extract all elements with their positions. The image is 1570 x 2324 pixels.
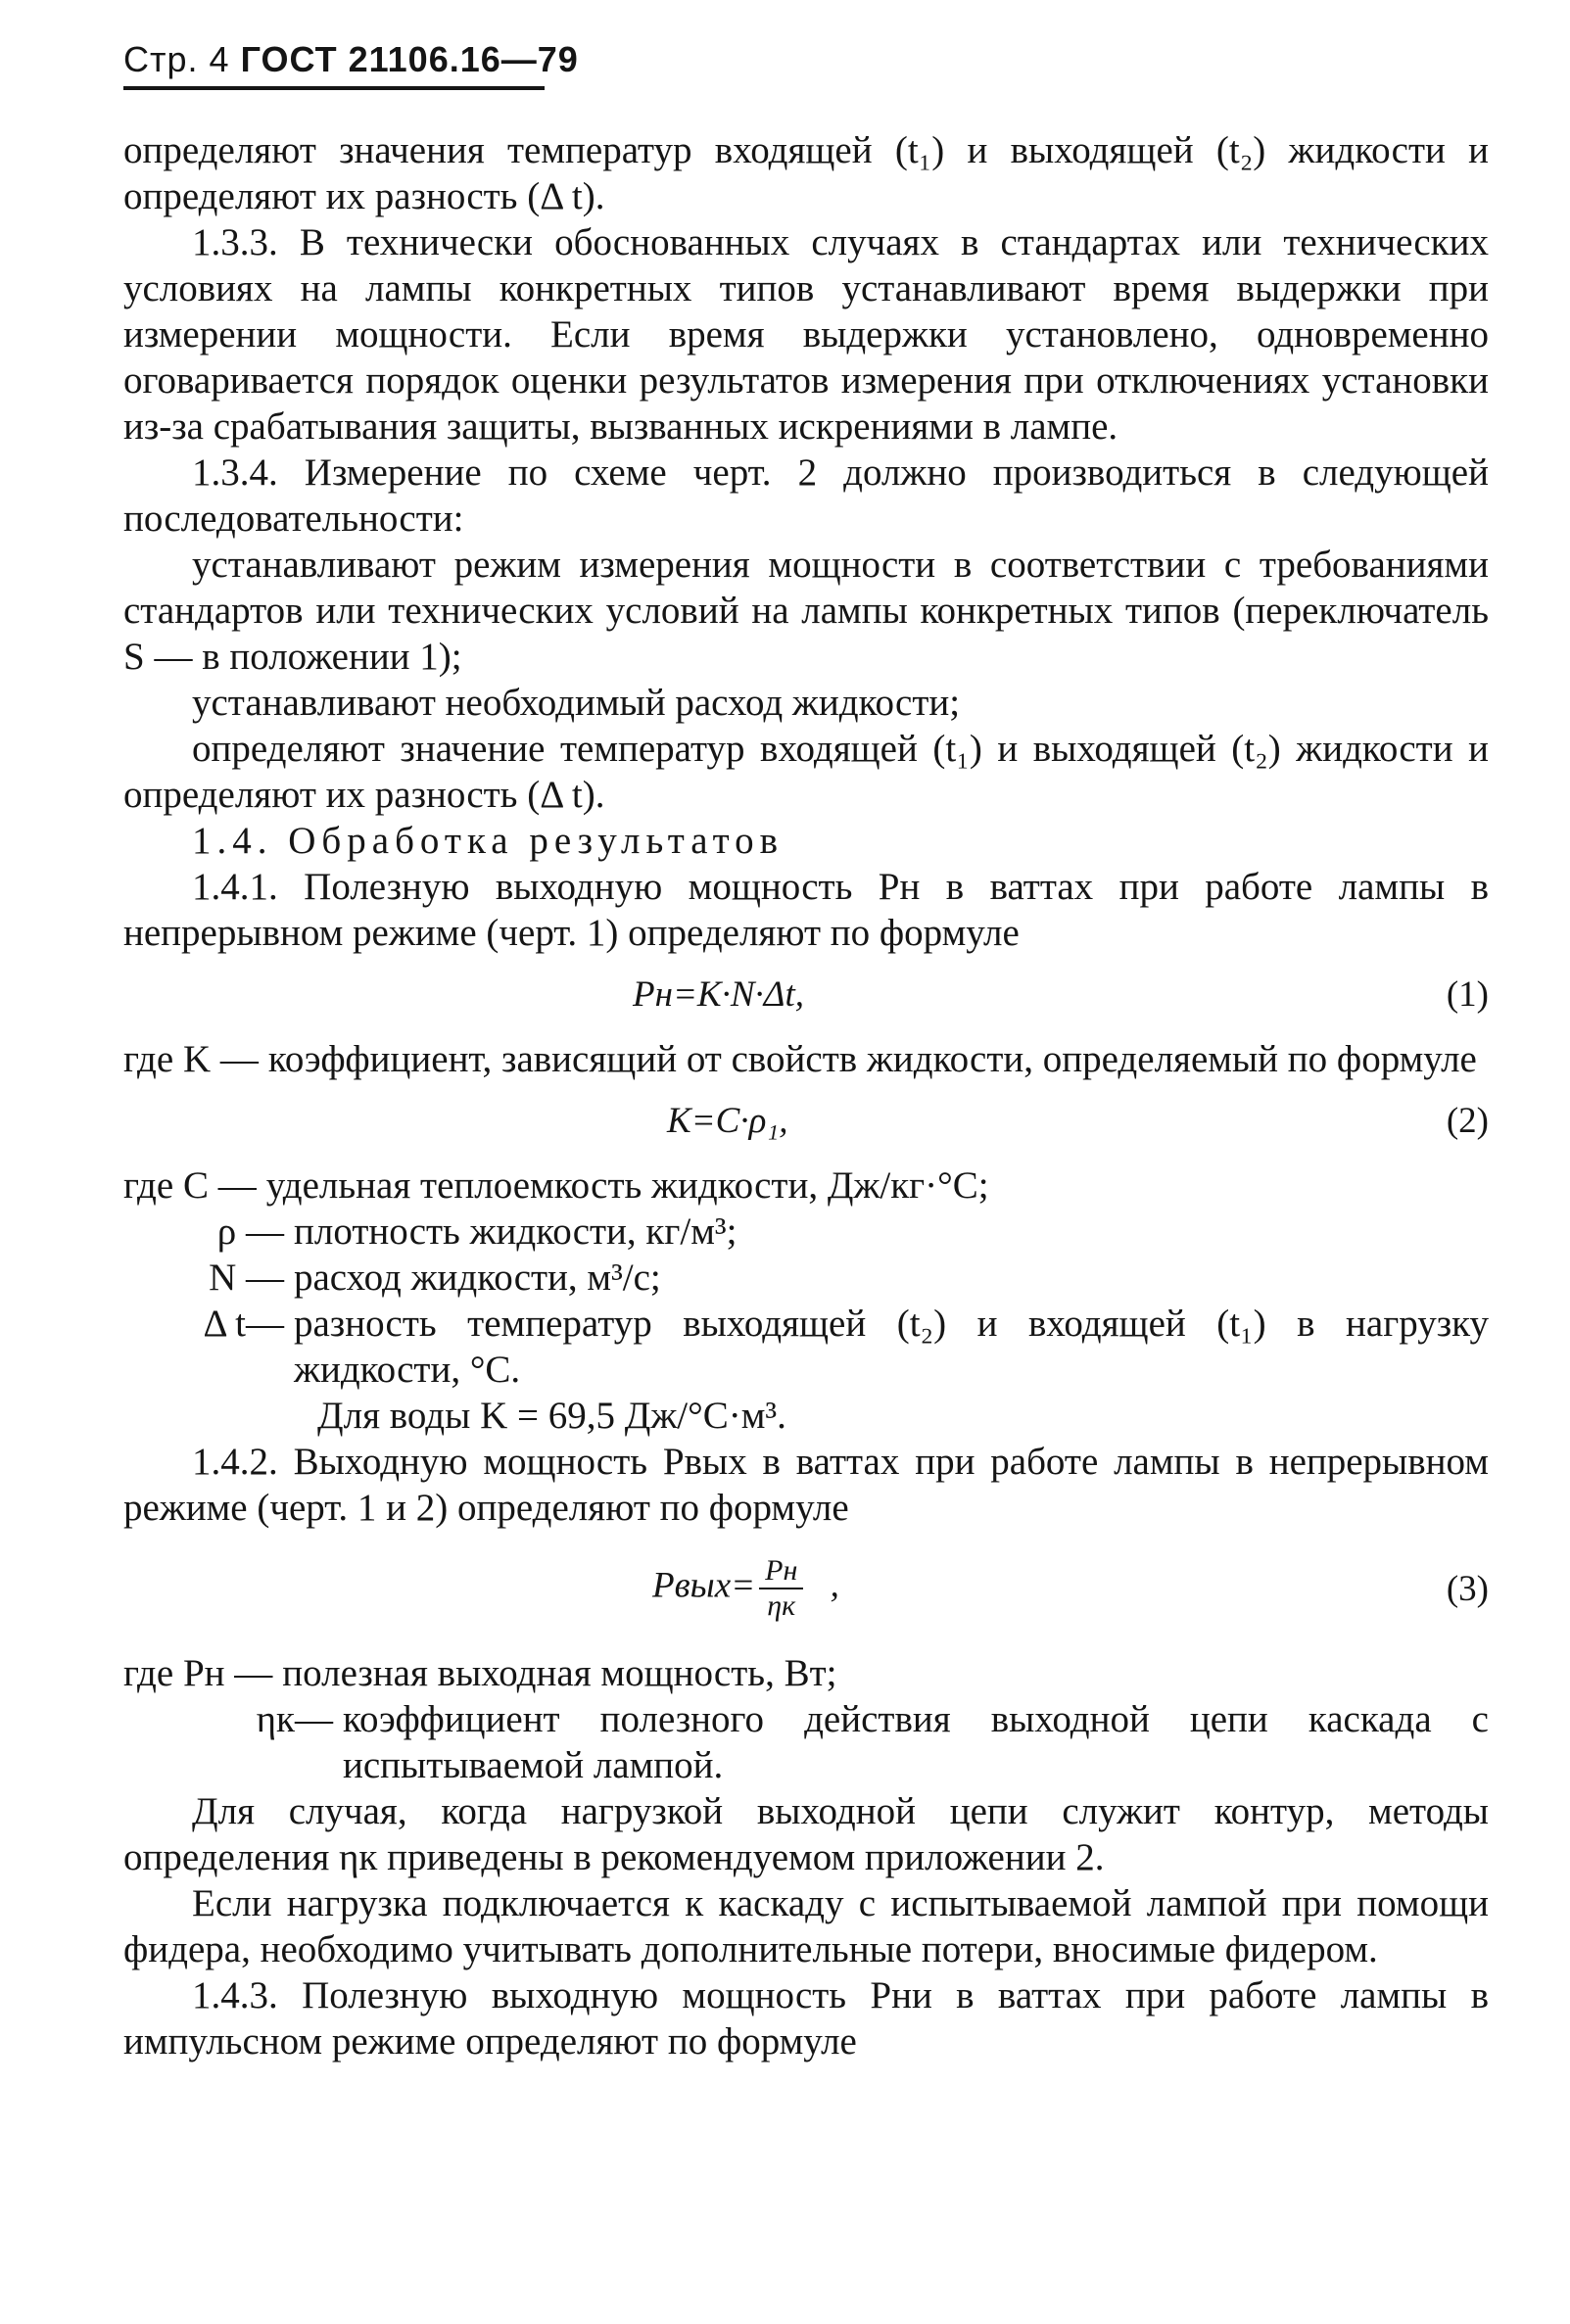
definition-rho [123, 1209, 1489, 1255]
section-heading-1-4: 1.4. Обработка результатов [192, 820, 785, 862]
formula-1 [123, 962, 1489, 1030]
definition-n-text: расход жидкости, м³/с; [294, 1257, 661, 1299]
paragraph: Для случая, когда нагрузкой выходной цепи служит контур, методы определения ηк приведены в рекомендуемом приложении 2. [123, 1790, 1489, 1878]
definition-k [123, 1036, 1489, 1082]
paragraph-1-4-1: 1.4.1. Полезную выходную мощность Pн в ваттах при работе лампы в непрерывном режиме (черт. 1) определяют по формуле [123, 866, 1489, 954]
paragraph: определяют значения температур входящей (t₁) и выходящей (t₂) жидкости и определяют их разность (Δ t). [123, 129, 1489, 217]
formula-3-number: (3) [1446, 1569, 1489, 1609]
formula-2-number: (2) [1446, 1101, 1489, 1141]
formula-2 [123, 1088, 1489, 1157]
definition-k-text: коэффициент, зависящий от свойств жидкости, определяемый по формуле [267, 1038, 1477, 1080]
formula-3 [123, 1537, 1489, 1644]
formula-3-fraction [759, 1554, 803, 1623]
water-coefficient-note: Для воды K = 69,5 Дж/°С·м³. [317, 1395, 786, 1437]
definition-delta-t-symbol: Δ t— [203, 1303, 284, 1345]
standard-number: ГОСТ 21106.16—79 [240, 39, 579, 79]
paragraph: Если нагрузка подключается к каскаду с испытываемой лампой при помощи фидера, необходимо учитывать дополнительные потери, вносимые фидером. [123, 1882, 1489, 1970]
definition-n-symbol: N — [209, 1257, 284, 1299]
definition-k-symbol: где K — [123, 1038, 259, 1080]
definition-eta [123, 1696, 1489, 1788]
paragraph-1-4-3: 1.4.3. Полезную выходную мощность Pни в ваттах при работе лампы в импульсном режиме определяют по формуле [123, 1974, 1489, 2063]
paragraph-1-4-2: 1.4.2. Выходную мощность Pвых в ваттах при работе лампы в непрерывном режиме (черт. 1 и 2) определяют по формуле [123, 1441, 1489, 1529]
paragraph-1-3-4: 1.3.4. Измерение по схеме черт. 2 должно производиться в следующей последовательности: [123, 451, 1489, 540]
formula-3-tail: , [830, 1565, 839, 1606]
definition-delta-t [123, 1301, 1489, 1393]
paragraph: устанавливают режим измерения мощности в соответствии с требованиями стандартов или технических условий на лампы конкретных типов (переключатель S — в положении 1); [123, 544, 1489, 678]
formula-3-expression [652, 1554, 839, 1623]
formula-3-numerator: Pн [759, 1554, 803, 1589]
paragraph-1-3-3: 1.3.3. В технически обоснованных случаях в стандартах или технических условиях на лампы конкретных типов устанавливают время выдержки при измерении мощности. Если время выдержки установлено, одновременно оговаривается порядок оценки результатов измерения при отключениях установки из-за срабатывания защиты, вызванных искрениями в лампе. [123, 221, 1489, 448]
definition-rho-symbol: ρ — [216, 1210, 284, 1253]
definition-rho-text: плотность жидкости, кг/м³; [294, 1210, 737, 1253]
definition-pn-symbol: где Pн — [123, 1652, 273, 1694]
definition-delta-t-text: разность температур выходящей (t₂) и входящей (t₁) в нагрузку жидкости, °С. [294, 1303, 1489, 1391]
page-body [123, 127, 1489, 2064]
definition-eta-symbol: ηк— [256, 1698, 333, 1740]
formula-2-expression: K=C·ρ₁, [667, 1101, 788, 1141]
page-number: Стр. 4 [123, 39, 230, 79]
definition-c [123, 1162, 1489, 1209]
definition-eta-text: коэффициент полезного действия выходной цепи каскада с испытываемой лампой. [343, 1698, 1489, 1786]
formula-3-left: Pвых= [652, 1565, 756, 1606]
definition-n [123, 1255, 1489, 1301]
definition-pn-text: полезная выходная мощность, Вт; [282, 1652, 837, 1694]
paragraph: устанавливают необходимый расход жидкости; [192, 682, 961, 724]
paragraph: определяют значение температур входящей (t₁) и выходящей (t₂) жидкости и определяют их разность (Δ t). [123, 728, 1489, 816]
formula-1-number: (1) [1446, 974, 1489, 1015]
page-header [123, 39, 579, 90]
formula-1-expression: Pн=K·N·Δt, [633, 974, 805, 1015]
definition-c-symbol: где C — [123, 1164, 257, 1207]
definition-c-text: удельная теплоемкость жидкости, Дж/кг·°С; [265, 1164, 989, 1207]
formula-3-denominator: ηк [767, 1589, 796, 1622]
definition-pn [123, 1650, 1489, 1696]
